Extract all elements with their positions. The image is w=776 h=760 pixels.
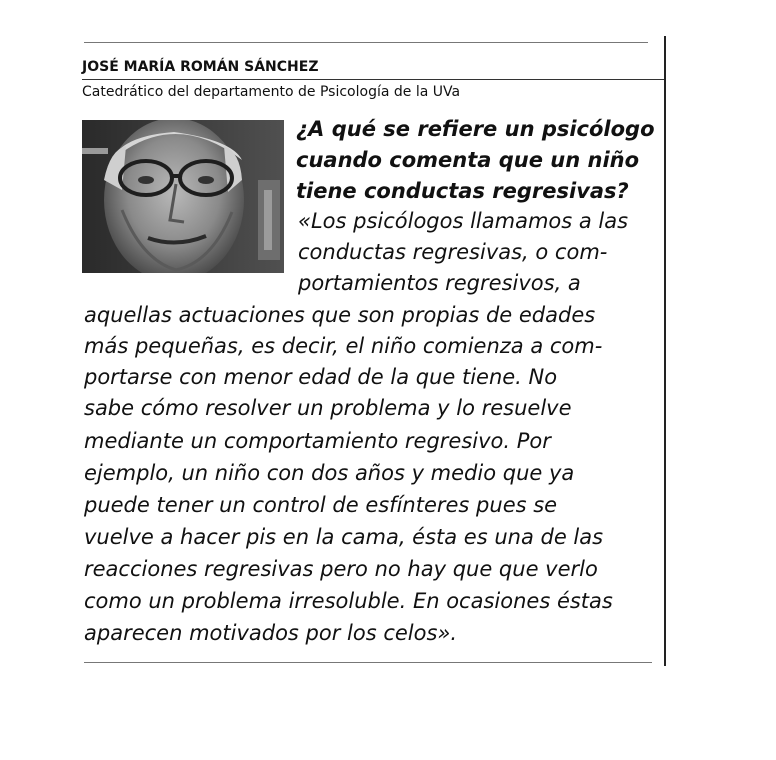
top-rule	[84, 42, 648, 43]
answer-line: mediante un comportamiento regresivo. Por	[84, 429, 551, 453]
author-title: Catedrático del departamento de Psicología de la UVa	[82, 84, 461, 100]
column-rule	[664, 36, 666, 666]
answer-line: «Los psicólogos llamamos a las	[298, 209, 629, 233]
answer-line: como un problema irresoluble. En ocasiones éstas	[84, 589, 613, 613]
answer-line: más pequeñas, es decir, el niño comienza a com-	[84, 334, 603, 358]
question-line: cuando comenta que un niño	[296, 148, 640, 172]
answer-line: reacciones regresivas pero no hay que que verlo	[84, 557, 598, 581]
answer-line: aquellas actuaciones que son propias de edades	[84, 303, 596, 327]
answer-line: portarse con menor edad de la que tiene. No	[84, 365, 558, 389]
author-photo	[82, 120, 284, 273]
answer-line: vuelve a hacer pis en la cama, ésta es una de las	[84, 525, 604, 549]
byline-rule	[82, 79, 664, 80]
answer-line: sabe cómo resolver un problema y lo resuelve	[84, 396, 572, 420]
author-name: JOSÉ MARÍA ROMÁN SÁNCHEZ	[82, 59, 319, 75]
answer-line: aparecen motivados por los celos».	[84, 621, 458, 645]
question-text	[296, 114, 656, 207]
question-line: tiene conductas regresivas?	[296, 179, 629, 203]
answer-line: ejemplo, un niño con dos años y medio que ya	[84, 461, 575, 485]
answer-line: conductas regresivas, o com-	[298, 240, 608, 264]
answer-line: portamientos regresivos, a	[298, 271, 581, 295]
answer-line: puede tener un control de esfínteres pues se	[84, 493, 558, 517]
question-line: ¿A qué se refiere un psicólogo	[296, 117, 655, 141]
bottom-rule	[84, 662, 652, 663]
